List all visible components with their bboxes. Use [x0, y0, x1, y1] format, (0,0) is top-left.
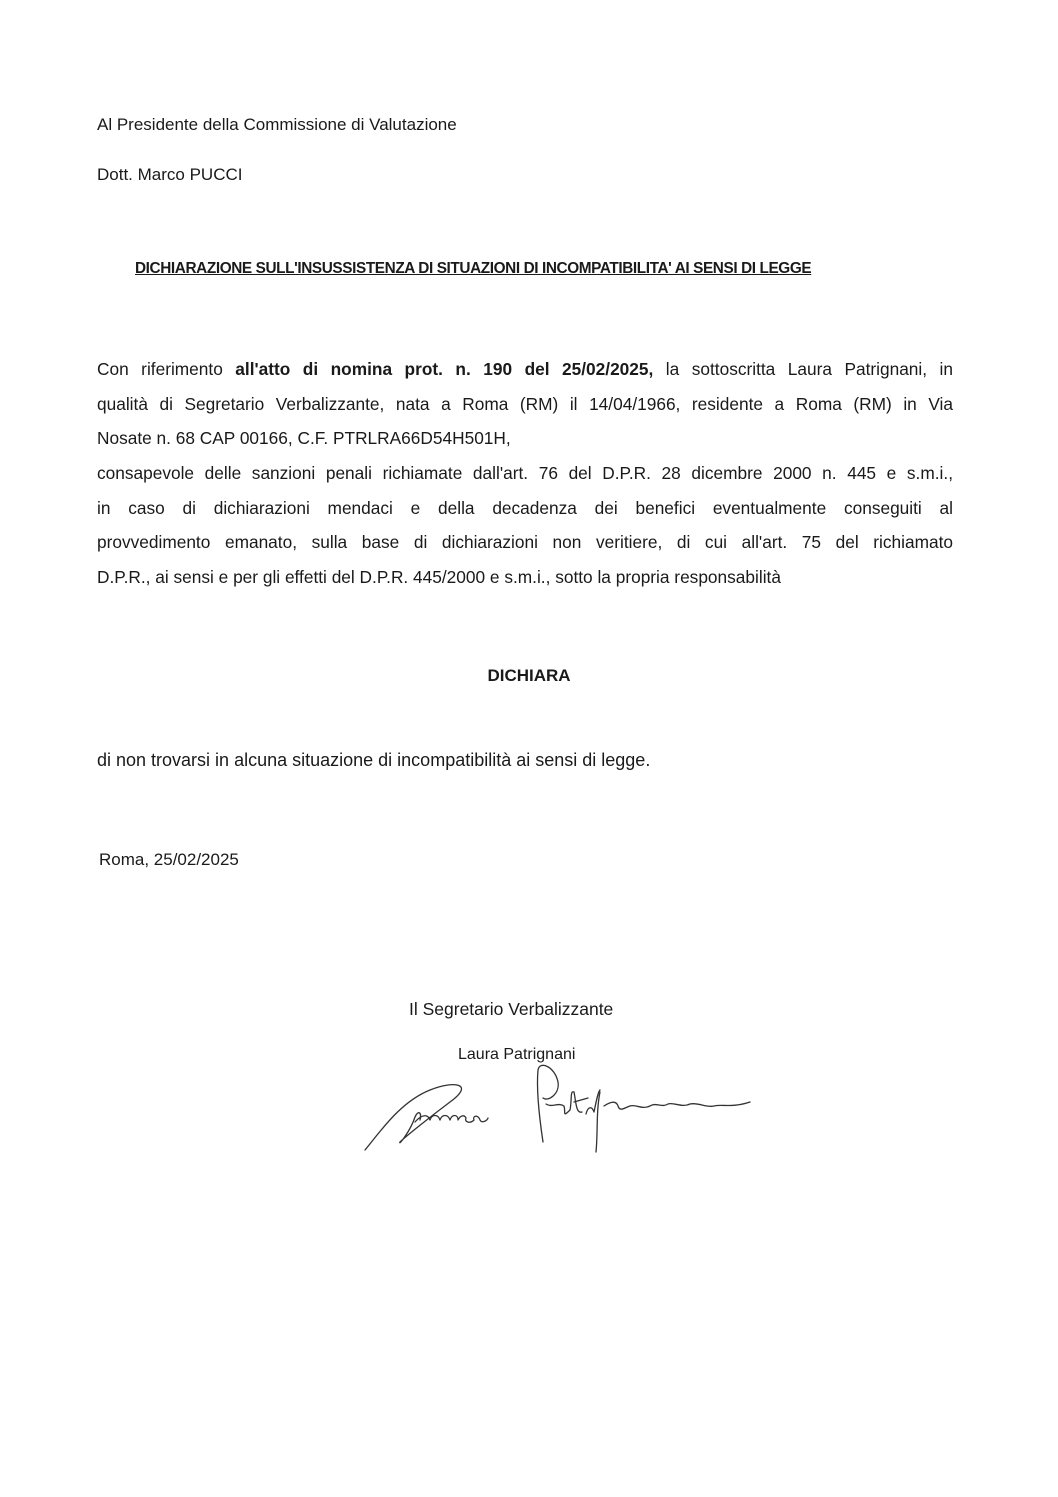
paragraph-awareness: [97, 456, 953, 594]
appointment-reference: all'atto di nomina prot. n. 190 del 25/02/2025,: [235, 359, 654, 379]
paragraph-2-line-1: consapevole delle sanzioni penali richiamate dall'art. 76 del D.P.R. 28 dicembre 2000 n. 445 e s.m.i.,: [97, 463, 953, 483]
handwritten-signature-icon: [360, 1062, 760, 1157]
signer-role: Il Segretario Verbalizzante: [409, 999, 614, 1019]
paragraph-2-line-3: provvedimento emanato, sulla base di dichiarazioni non veritiere, di cui all'art. 75 del richiamato: [97, 532, 953, 553]
paragraph-1-intro: Con riferimento: [97, 359, 236, 379]
paragraph-1-line-1: [97, 352, 953, 387]
document-title: DICHIARAZIONE SULL'INSUSSISTENZA DI SITUAZIONI DI INCOMPATIBILITA' AI SENSI DI LEGGE: [135, 260, 812, 277]
addressee-line-2: Dott. Marco PUCCI: [97, 165, 243, 184]
declares-heading: DICHIARA: [487, 666, 571, 685]
paragraph-1-line-2: qualità di Segretario Verbalizzante, nata a Roma (RM) il 14/04/1966, residente a Roma (RM) in Via: [97, 393, 953, 414]
signer-name: Laura Patrignani: [458, 1046, 576, 1063]
addressee-line-1: Al Presidente della Commissione di Valutazione: [97, 115, 457, 134]
declaration-text: di non trovarsi in alcuna situazione di incompatibilità ai sensi di legge.: [97, 750, 651, 770]
paragraph-1-rest: la sottoscritta Laura Patrignani, in: [653, 359, 953, 379]
paragraph-reference: [97, 352, 953, 456]
paragraph-2-line-2: in caso di dichiarazioni mendaci e della decadenza dei benefici eventualmente conseguiti al: [97, 497, 953, 518]
paragraph-1-line-3: Nosate n. 68 CAP 00166, C.F. PTRLRA66D54H501H,: [97, 428, 511, 449]
place-and-date: Roma, 25/02/2025: [99, 850, 239, 869]
paragraph-2-line-4: D.P.R., ai sensi e per gli effetti del D.P.R. 445/2000 e s.m.i., sotto la propria responsabilità: [97, 566, 781, 587]
